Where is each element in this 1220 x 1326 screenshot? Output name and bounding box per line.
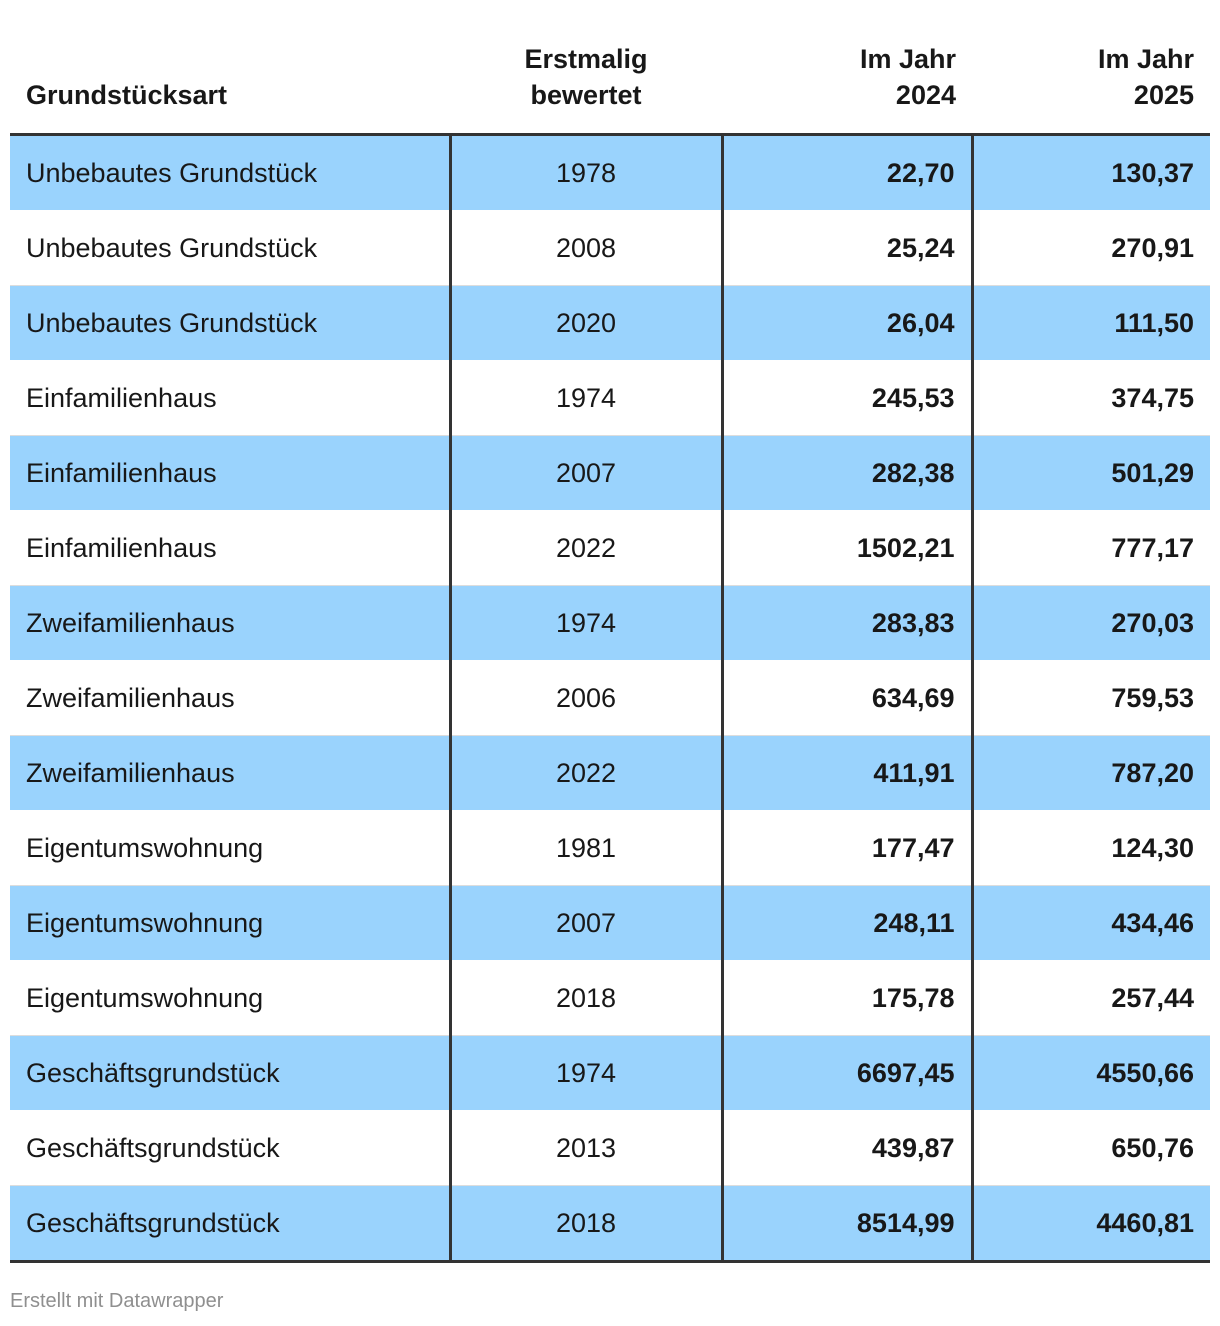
header-erstmalig-bewertet (450, 40, 722, 134)
cell-jahr-2025: 787,20 (972, 735, 1210, 810)
cell-erstmalig-bewertet: 2018 (450, 960, 722, 1035)
cell-erstmalig-bewertet: 2007 (450, 435, 722, 510)
table-row (10, 210, 1210, 285)
cell-erstmalig-bewertet: 2006 (450, 660, 722, 735)
cell-grundstuecksart: Geschäftsgrundstück (10, 1110, 450, 1185)
cell-jahr-2025: 374,75 (972, 360, 1210, 435)
cell-erstmalig-bewertet: 2008 (450, 210, 722, 285)
cell-jahr-2025: 501,29 (972, 435, 1210, 510)
cell-erstmalig-bewertet: 2013 (450, 1110, 722, 1185)
cell-jahr-2024: 439,87 (722, 1110, 972, 1185)
table-body (10, 134, 1210, 1261)
cell-erstmalig-bewertet: 1981 (450, 810, 722, 885)
table-row (10, 1110, 1210, 1185)
header-erstmalig-line1: Erstmalig (524, 43, 648, 74)
cell-jahr-2025: 650,76 (972, 1110, 1210, 1185)
header-erstmalig-line2: bewertet (530, 79, 642, 110)
header-2024-line2: 2024 (895, 79, 956, 110)
cell-jahr-2024: 175,78 (722, 960, 972, 1035)
cell-jahr-2025: 4460,81 (972, 1185, 1210, 1261)
footer-credit: Erstellt mit Datawrapper (10, 1290, 224, 1312)
cell-grundstuecksart: Unbebautes Grundstück (10, 285, 450, 360)
cell-erstmalig-bewertet: 1978 (450, 134, 722, 210)
table-header (10, 40, 1210, 134)
cell-jahr-2024: 248,11 (722, 885, 972, 960)
cell-jahr-2025: 124,30 (972, 810, 1210, 885)
table-row (10, 510, 1210, 585)
cell-grundstuecksart: Einfamilienhaus (10, 510, 450, 585)
cell-jahr-2025: 777,17 (972, 510, 1210, 585)
cell-jahr-2025: 111,50 (972, 285, 1210, 360)
cell-erstmalig-bewertet: 2020 (450, 285, 722, 360)
cell-jahr-2024: 8514,99 (722, 1185, 972, 1261)
cell-jahr-2025: 257,44 (972, 960, 1210, 1035)
cell-erstmalig-bewertet: 1974 (450, 360, 722, 435)
cell-jahr-2024: 634,69 (722, 660, 972, 735)
cell-jahr-2024: 245,53 (722, 360, 972, 435)
cell-jahr-2024: 1502,21 (722, 510, 972, 585)
cell-jahr-2024: 177,47 (722, 810, 972, 885)
header-jahr-2024 (722, 40, 972, 134)
cell-erstmalig-bewertet: 2007 (450, 885, 722, 960)
cell-erstmalig-bewertet: 1974 (450, 1035, 722, 1110)
table-row (10, 810, 1210, 885)
table-row (10, 960, 1210, 1035)
table-row (10, 885, 1210, 960)
header-grundstuecksart (10, 40, 450, 134)
cell-grundstuecksart: Eigentumswohnung (10, 960, 450, 1035)
cell-erstmalig-bewertet: 2018 (450, 1185, 722, 1261)
cell-grundstuecksart: Eigentumswohnung (10, 885, 450, 960)
table-row (10, 585, 1210, 660)
table-row (10, 360, 1210, 435)
cell-jahr-2025: 759,53 (972, 660, 1210, 735)
cell-grundstuecksart: Zweifamilienhaus (10, 585, 450, 660)
cell-jahr-2024: 6697,45 (722, 1035, 972, 1110)
cell-grundstuecksart: Geschäftsgrundstück (10, 1035, 450, 1110)
data-table (10, 40, 1210, 1263)
cell-jahr-2025: 270,03 (972, 585, 1210, 660)
header-grundstuecksart-label: Grundstücksart (26, 79, 228, 110)
header-row (10, 40, 1210, 134)
cell-jahr-2025: 434,46 (972, 885, 1210, 960)
table-row (10, 285, 1210, 360)
cell-grundstuecksart: Einfamilienhaus (10, 435, 450, 510)
cell-jahr-2025: 270,91 (972, 210, 1210, 285)
cell-grundstuecksart: Einfamilienhaus (10, 360, 450, 435)
cell-jahr-2024: 26,04 (722, 285, 972, 360)
cell-grundstuecksart: Unbebautes Grundstück (10, 210, 450, 285)
header-2024-line1: Im Jahr (859, 43, 956, 74)
cell-jahr-2024: 283,83 (722, 585, 972, 660)
cell-grundstuecksart: Geschäftsgrundstück (10, 1185, 450, 1261)
cell-grundstuecksart: Unbebautes Grundstück (10, 134, 450, 210)
cell-jahr-2025: 4550,66 (972, 1035, 1210, 1110)
table-row (10, 134, 1210, 210)
cell-erstmalig-bewertet: 2022 (450, 735, 722, 810)
cell-jahr-2024: 25,24 (722, 210, 972, 285)
cell-grundstuecksart: Zweifamilienhaus (10, 660, 450, 735)
cell-jahr-2024: 22,70 (722, 134, 972, 210)
data-table-container (10, 40, 1210, 1263)
cell-jahr-2024: 411,91 (722, 735, 972, 810)
cell-erstmalig-bewertet: 2022 (450, 510, 722, 585)
cell-grundstuecksart: Eigentumswohnung (10, 810, 450, 885)
header-2025-line2: 2025 (1133, 79, 1194, 110)
table-row (10, 1185, 1210, 1261)
table-row (10, 1035, 1210, 1110)
cell-erstmalig-bewertet: 1974 (450, 585, 722, 660)
cell-grundstuecksart: Zweifamilienhaus (10, 735, 450, 810)
header-2025-line1: Im Jahr (1097, 43, 1194, 74)
cell-jahr-2024: 282,38 (722, 435, 972, 510)
table-row (10, 660, 1210, 735)
header-jahr-2025 (972, 40, 1210, 134)
table-row (10, 435, 1210, 510)
table-row (10, 735, 1210, 810)
cell-jahr-2025: 130,37 (972, 134, 1210, 210)
